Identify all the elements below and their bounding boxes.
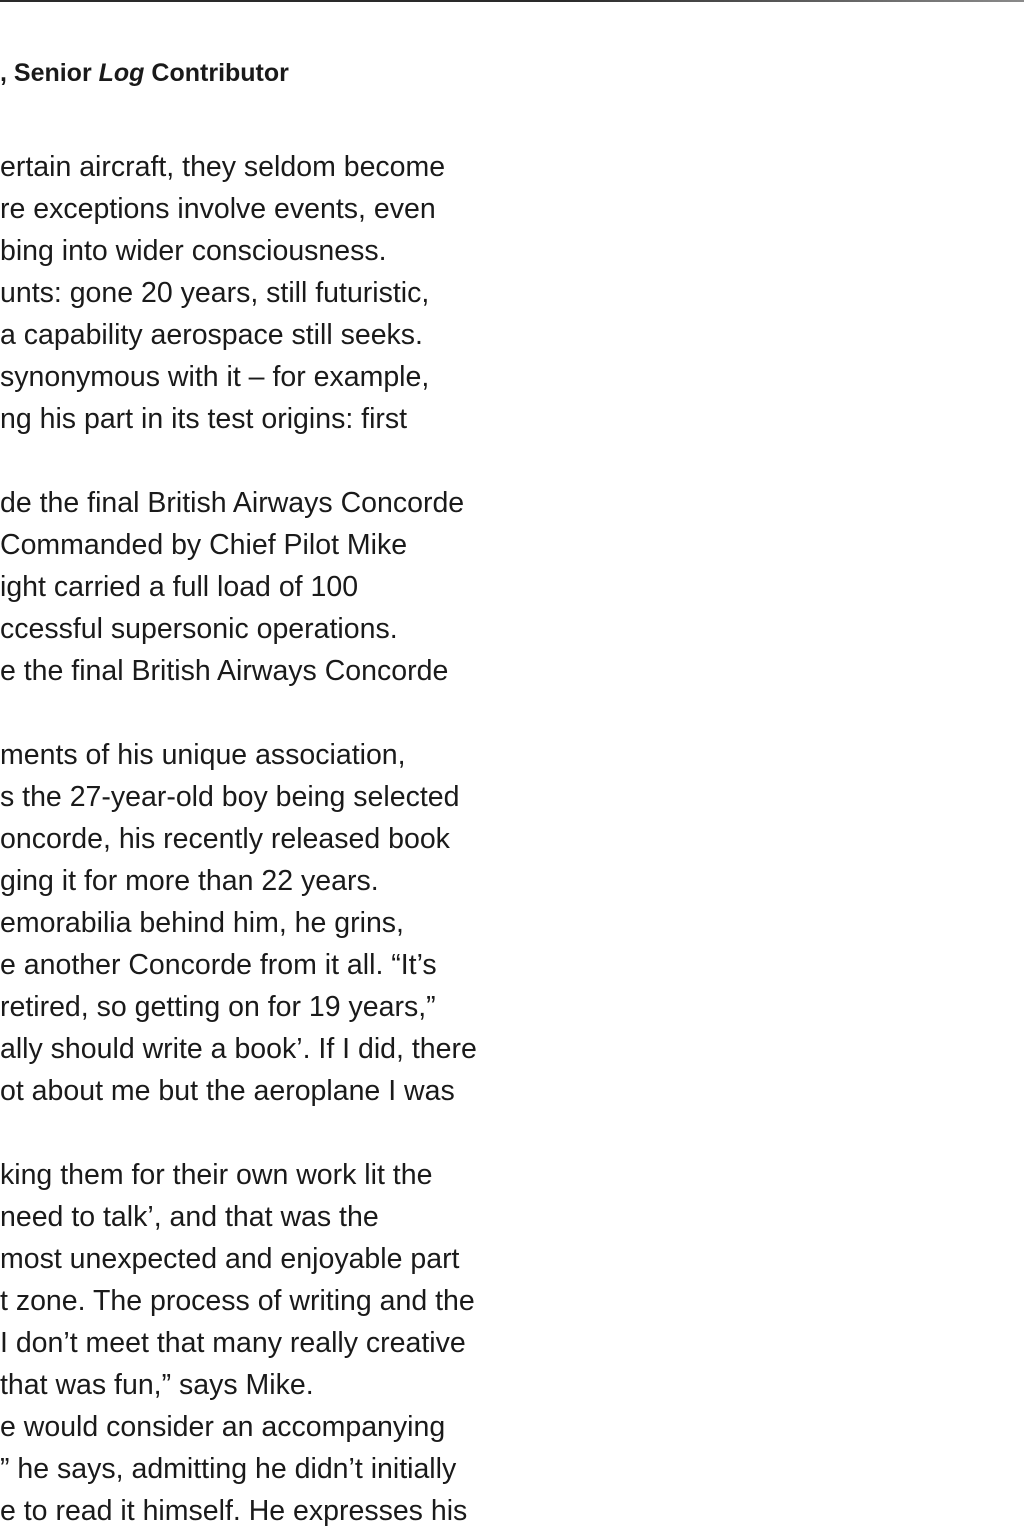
text-line: e another Concorde from it all. “It’s [0,949,437,981]
byline-publication: Log [98,59,145,87]
text-line: ging it for more than 22 years. [0,865,379,897]
text-line: e to read it himself. He expresses his [0,1495,468,1527]
paragraph-4 [0,1154,620,1532]
text-line: synonymous with it – for example, [0,361,430,393]
byline-suffix: Contributor [144,59,289,87]
text-line: most unexpected and enjoyable part [0,1243,460,1275]
text-line: ot about me but the aeroplane I was [0,1075,455,1107]
text-line: re exceptions involve events, even [0,193,436,225]
paragraph-gap [0,692,620,734]
paragraph-gap [0,440,620,482]
text-line: ng his part in its test origins: first [0,403,408,435]
paragraph-3 [0,734,620,1112]
text-line: that was fun,” says Mike. [0,1369,314,1401]
article-body [0,146,620,1532]
text-line: ight carried a full load of 100 [0,571,359,603]
text-line: Commanded by Chief Pilot Mike [0,529,408,561]
byline-prefix: , Senior [0,59,99,87]
text-line: oncorde, his recently released book [0,823,450,855]
text-line: s the 27-year-old boy being selected [0,781,460,813]
text-line: de the final British Airways Concorde [0,487,465,519]
text-line: bing into wider consciousness. [0,235,387,267]
paragraph-1 [0,146,620,440]
text-line: I don’t meet that many really creative [0,1327,466,1359]
text-line: e would consider an accompanying [0,1411,446,1443]
paragraph-gap [0,1112,620,1154]
text-line: need to talk’, and that was the [0,1201,379,1233]
text-line: ments of his unique association, [0,739,406,771]
paragraph-2 [0,482,620,692]
text-line: king them for their own work lit the [0,1159,433,1191]
text-line: a capability aerospace still seeks. [0,319,423,351]
byline [0,56,289,90]
text-line: unts: gone 20 years, still futuristic, [0,277,430,309]
text-line: ertain aircraft, they seldom become [0,151,446,183]
text-line: ” he says, admitting he didn’t initially [0,1453,457,1485]
text-line: emorabilia behind him, he grins, [0,907,404,939]
text-line: e the final British Airways Concorde [0,655,449,687]
text-line: ally should write a book’. If I did, there [0,1033,477,1065]
text-line: retired, so getting on for 19 years,” [0,991,436,1023]
text-line: ccessful supersonic operations. [0,613,398,645]
text-line: t zone. The process of writing and the [0,1285,475,1317]
